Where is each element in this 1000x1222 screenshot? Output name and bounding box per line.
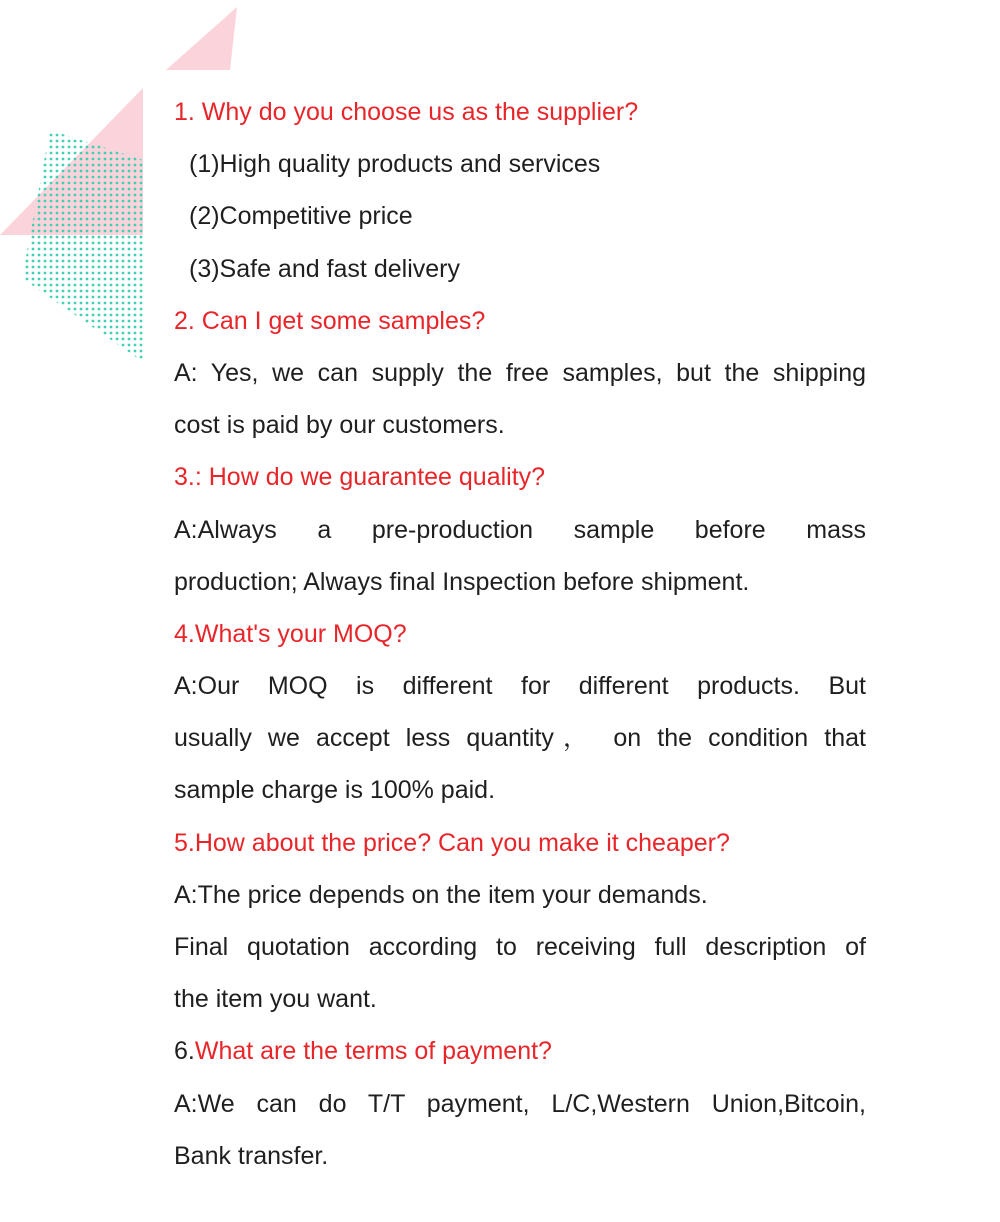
faq-answer-4-line-3: sample charge is 100% paid. xyxy=(174,776,496,805)
faq-question-1: 1. Why do you choose us as the supplier? xyxy=(174,98,639,126)
faq-answer-3-line-1: A:Always a pre-production sample before mass xyxy=(174,515,866,544)
faq-answer-3-line-2: production; Always final Inspection before shipment. xyxy=(174,567,750,596)
faq-question-2: 2. Can I get some samples? xyxy=(174,306,486,335)
faq-question-6 xyxy=(174,1025,866,1077)
faq-question-6-text: What are the terms of payment? xyxy=(194,1037,552,1066)
faq-question-5: 5.How about the price? Can you make it cheaper? xyxy=(174,828,730,857)
faq-list xyxy=(174,86,866,1182)
faq-answer-6-line-2: Bank transfer. xyxy=(174,1141,329,1170)
faq-answer-5-line-1: A:The price depends on the item your demands. xyxy=(174,880,708,909)
faq-question-6-number: 6. xyxy=(174,1037,195,1066)
faq-point-2: (2)Competitive price xyxy=(189,202,413,231)
pink-triangle-left xyxy=(0,88,143,235)
faq-question-4: 4.What's your MOQ? xyxy=(174,619,407,648)
faq-answer-6-line-1: A:We can do T/T payment, L/C,Western Union,Bitcoin, xyxy=(174,1089,866,1118)
faq-question-3: 3.: How do we guarantee quality? xyxy=(174,463,546,492)
dotted-pattern-shape xyxy=(22,130,143,362)
faq-answer-5-line-3: the item you want. xyxy=(174,985,377,1014)
faq-answer-2-line-1: A: Yes, we can supply the free samples, but the shipping xyxy=(174,358,866,387)
faq-point-1: (1)High quality products and services xyxy=(189,150,601,179)
pink-triangle-top xyxy=(166,7,237,70)
faq-answer-5-line-2: Final quotation according to receiving full description of xyxy=(174,933,866,961)
faq-point-3: (3)Safe and fast delivery xyxy=(189,254,460,283)
faq-answer-4-line-2: usually we accept less quantity， on the condition that xyxy=(174,724,866,753)
faq-answer-4-line-1: A:Our MOQ is different for different products. But xyxy=(174,672,866,701)
faq-answer-2-line-2: cost is paid by our customers. xyxy=(174,411,505,440)
